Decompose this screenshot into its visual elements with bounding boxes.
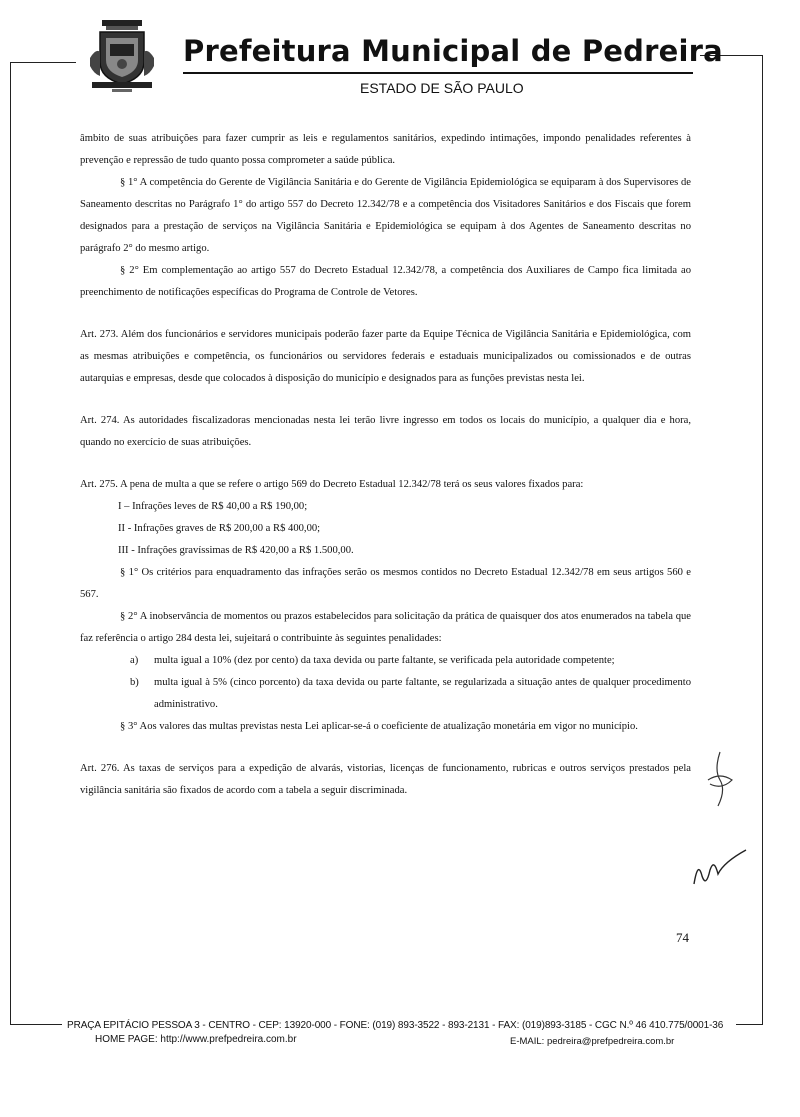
paragraph-275-2: § 2° A inobservância de momentos ou prazos estabelecidos para solicitação da prática de quaisquer dos atos enumerados na tabela que faz referência o artigo 284 desta lei, sujeitará o contribuinte às seguintes penalidades: <box>80 611 691 644</box>
border-bottom-left <box>10 1024 62 1025</box>
sub-item-a-letter: a) <box>130 655 139 666</box>
page-number: 74 <box>676 930 689 945</box>
sub-item-b-letter: b) <box>130 677 139 688</box>
penalty-item-2: II - Infrações graves de R$ 200,00 a R$ 400,00; <box>118 523 321 534</box>
sub-item-a-text: multa igual a 10% (dez por cento) da taxa devida ou parte faltante, se verificada pela autoridade competente; <box>154 655 615 666</box>
border-left <box>10 62 11 1024</box>
signature-icon <box>690 840 750 890</box>
footer-address: PRAÇA EPITÁCIO PESSOA 3 - CENTRO - CEP: 13920-000 - FONE: (019) 893-3522 - 893-2131 - FAX: (019)893-3185 - CGC N.º 46 410.775/0001-36 <box>67 1020 724 1031</box>
penalty-item-1: I – Infrações leves de R$ 40,00 a R$ 190,00; <box>118 501 308 512</box>
paragraph-275-3: § 3° Aos valores das multas previstas nesta Lei aplicar-se-á o coeficiente de atualização monetária em vigor no município. <box>120 721 638 732</box>
sub-item-a <box>80 650 691 672</box>
header-underline <box>183 72 693 74</box>
article-275: Art. 275. A pena de multa a que se refere o artigo 569 do Decreto Estadual 12.342/78 terá os seus valores fixados para: <box>80 479 584 490</box>
article-274: Art. 274. As autoridades fiscalizadoras mencionadas nesta lei terão livre ingresso em todos os locais do município, a qualquer dia e hora, quando no exercício de suas atribuições. <box>80 415 691 448</box>
footer-home-page: HOME PAGE: http://www.prefpedreira.com.br <box>95 1034 297 1045</box>
sub-item-b <box>80 672 691 716</box>
sub-item-b-text: multa igual à 5% (cinco porcento) da taxa devida ou parte faltante, se regularizada a situação antes de qualquer procedimento administrativo. <box>154 677 691 710</box>
article-273: Art. 273. Além dos funcionários e servidores municipais poderão fazer parte da Equipe Técnica de Vigilância Sanitária e Epidemiológica, com as mesmas atribuições e competência, os funcionários ou servidores federais e estaduais municipalizados ou comissionados e de outras autarquias e empresas, desde que colocados à disposição do município e designados para as funções previstas nesta lei. <box>80 329 691 384</box>
handwritten-mark-icon <box>700 750 740 810</box>
article-276: Art. 276. As taxas de serviços para a expedição de alvarás, vistorias, licenças de funcionamento, rubricas e outros serviços prestados pela vigilância sanitária são fixados de acordo com a tabela a seguir discriminada. <box>80 763 691 796</box>
document-body <box>80 128 691 802</box>
penalty-item-3: III - Infrações gravíssimas de R$ 420,00 a R$ 1.500,00. <box>118 545 354 556</box>
city-crest-icon <box>86 18 158 94</box>
paragraph-275-1: § 1° Os critérios para enquadramento das infrações serão os mesmos contidos no Decreto Estadual 12.342/78 em seus artigos 560 e 567. <box>80 567 691 600</box>
border-right <box>762 55 763 1025</box>
border-top-left <box>10 62 76 63</box>
border-bottom-right <box>736 1024 763 1025</box>
header-subtitle: ESTADO DE SÃO PAULO <box>360 80 524 96</box>
paragraph-section-1: § 1° A competência do Gerente de Vigilância Sanitária e do Gerente de Vigilância Epidemiológica se equiparam à dos Supervisores de Saneamento descritas no Parágrafo 1° do artigo 557 do Decreto 12.342/78 e a competência dos Visitadores Sanitários e dos Fiscais que forem designados para a prestação de serviços na Vigilância Sanitária e Epidemiológica se equipam à dos Agentes de Saneamento descritas no parágrafo 2° do mesmo artigo. <box>80 177 691 254</box>
paragraph-section-2: § 2° Em complementação ao artigo 557 do Decreto Estadual 12.342/78, a competência dos Auxiliares de Campo fica limitada ao preenchimento de notificações específicas do Programa de Controle de Vetores. <box>80 265 691 298</box>
footer-email: E-MAIL: pedreira@prefpedreira.com.br <box>510 1036 675 1047</box>
header-title: Prefeitura Municipal de Pedreira <box>183 34 723 68</box>
paragraph-intro: âmbito de suas atribuições para fazer cumprir as leis e regulamentos sanitários, expedindo intimações, impondo penalidades referentes à prevenção e repressão de tudo quanto possa comprometer a saúde pública. <box>80 133 691 166</box>
